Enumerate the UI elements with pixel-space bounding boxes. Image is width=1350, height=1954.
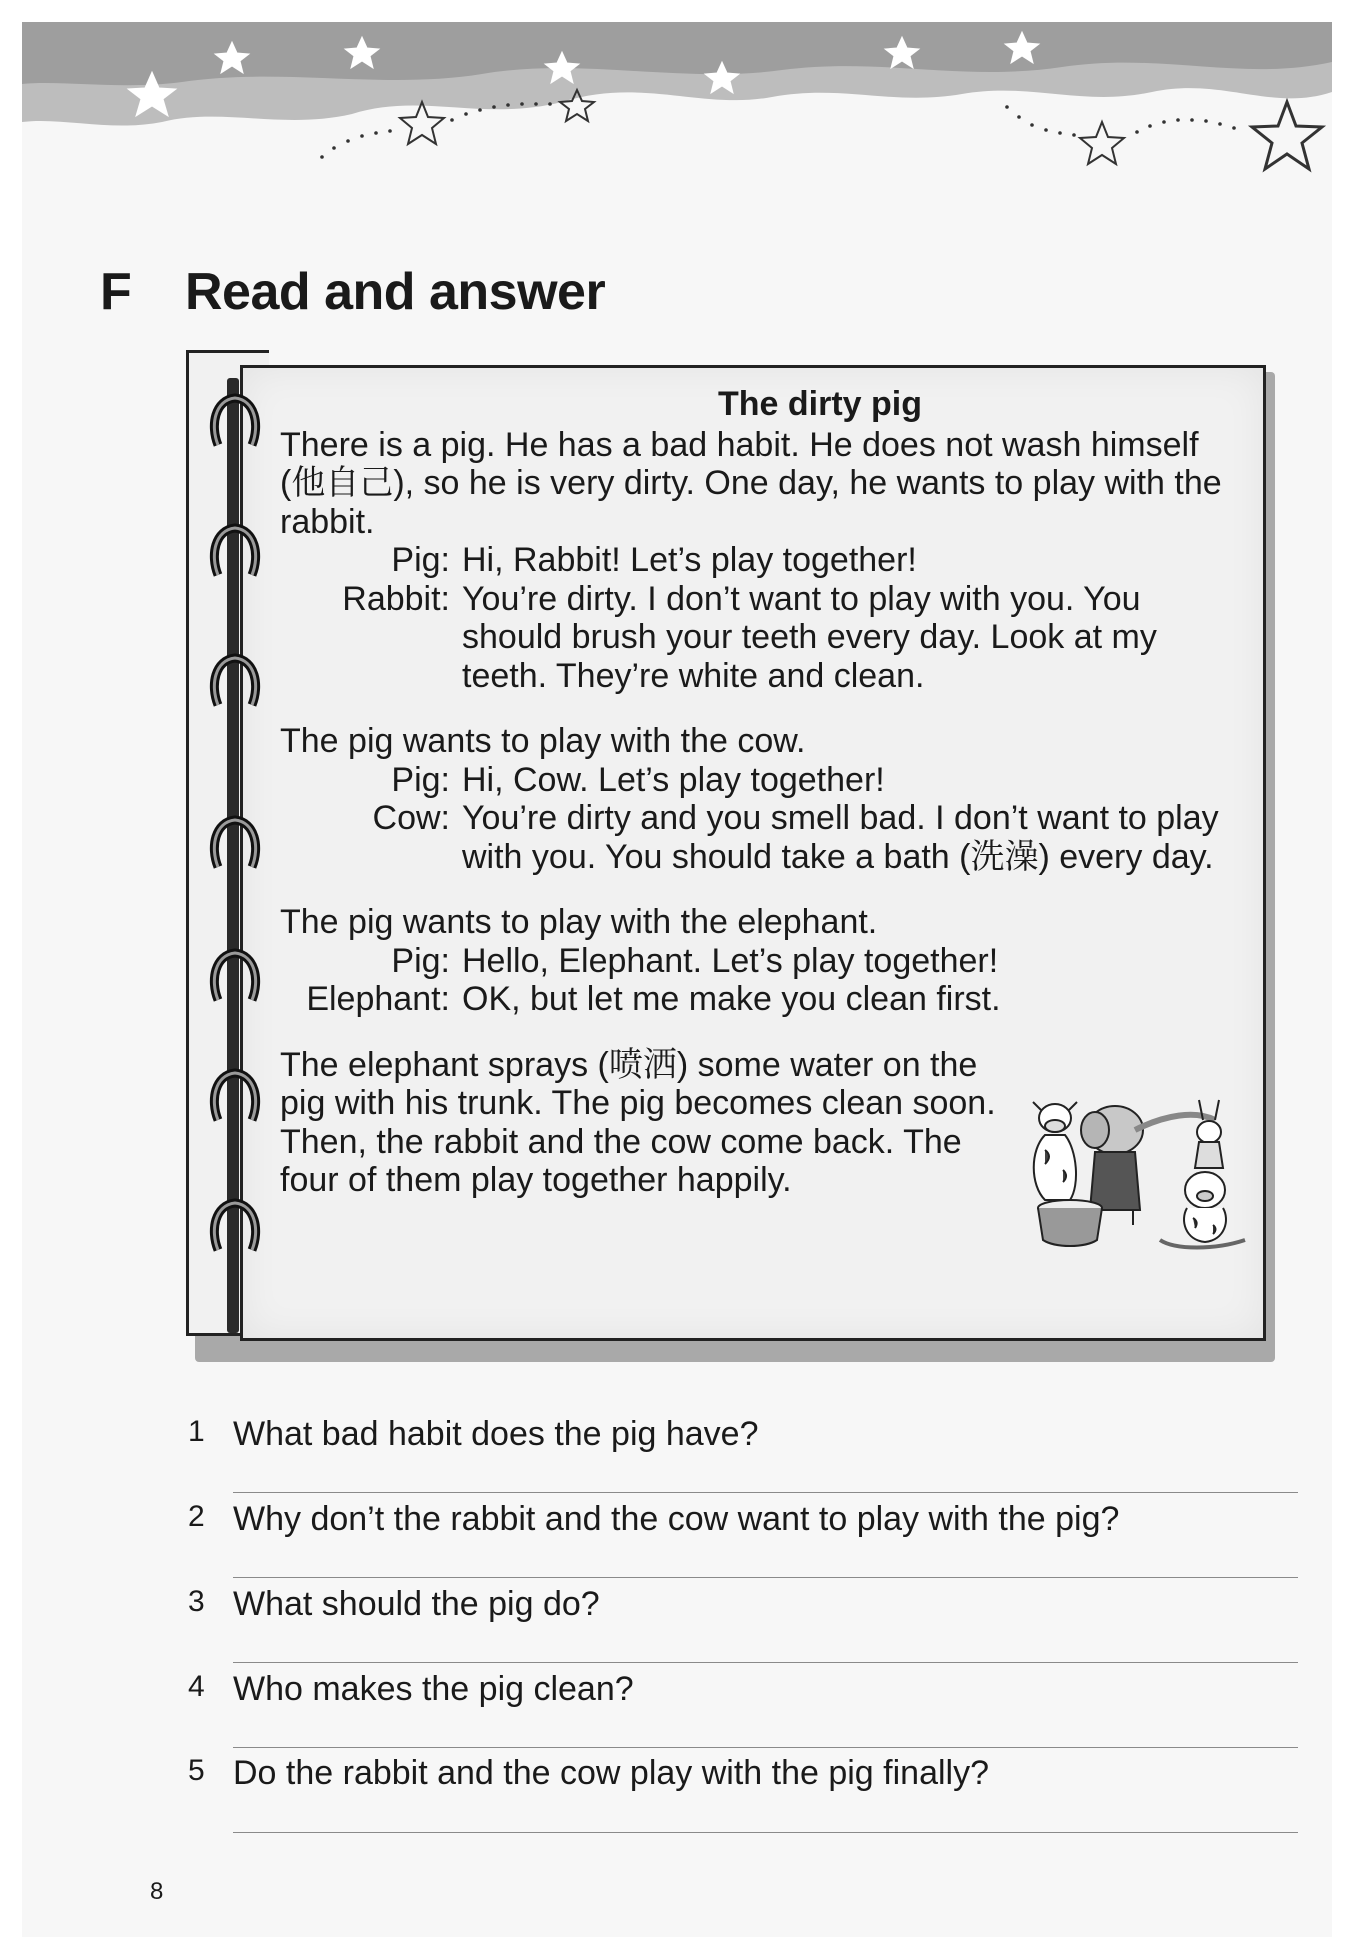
speaker-label: Pig:	[391, 941, 450, 980]
story-ending: The elephant sprays (喷洒) some water on the pig with his trunk. The pig becomes clean soon. Then, the rabbit and the cow come back. The four of them play together happily.	[280, 1045, 996, 1199]
question-number: 5	[188, 1754, 205, 1787]
story-intro: There is a pig. He has a bad habit. He does not wash himself (他自己), so he is very dirty. One day, he wants to play with the rabbit.	[280, 425, 1222, 541]
spiral-ring-icon	[200, 1195, 270, 1265]
star-banner	[22, 22, 1332, 222]
speech-text: OK, but let me make you clean first.	[462, 980, 1001, 1018]
spiral-ring-icon	[200, 650, 270, 720]
question-number: 4	[188, 1670, 205, 1703]
speaker-label: Pig:	[391, 760, 450, 799]
question-text: Do the rabbit and the cow play with the pig finally?	[233, 1754, 990, 1792]
speaker-label: Cow:	[372, 799, 450, 837]
star-outline-icon	[1252, 102, 1322, 169]
dialogue-line	[280, 980, 1240, 1019]
answer-line[interactable]	[233, 1492, 1298, 1493]
answer-line[interactable]	[233, 1832, 1298, 1833]
spiral-ring-icon	[200, 1065, 270, 1135]
dialogue-line	[280, 541, 1240, 580]
star-outline-icon	[1080, 122, 1124, 164]
animals-illustration	[1015, 1090, 1250, 1255]
question-number: 2	[188, 1500, 205, 1533]
spiral-ring-icon	[200, 945, 270, 1015]
speech-text: Hi, Cow. Let’s play together!	[462, 760, 885, 799]
spiral-ring-icon	[200, 812, 270, 882]
speaker-label: Pig:	[391, 541, 450, 579]
speech-text: Hello, Elephant. Let’s play together!	[462, 941, 999, 980]
speaker-label: Elephant:	[306, 980, 450, 1018]
rabbit-icon	[1195, 1100, 1223, 1168]
question-text: Why don’t the rabbit and the cow want to play with the pig?	[233, 1500, 1120, 1538]
spiral-ring-icon	[200, 390, 270, 460]
question-text: What should the pig do?	[233, 1585, 600, 1623]
question-number: 3	[188, 1585, 205, 1618]
dialogue-line	[280, 942, 1240, 981]
cow-icon	[1033, 1102, 1077, 1200]
question-number: 1	[188, 1415, 205, 1448]
section-letter: F	[100, 263, 132, 321]
story-text	[280, 385, 1240, 1200]
dialogue-line	[280, 580, 1240, 696]
question-text: What bad habit does the pig have?	[233, 1415, 759, 1453]
star-outline-icon	[400, 102, 444, 144]
story-paragraph: The pig wants to play with the cow.	[280, 722, 806, 760]
pig-icon	[1184, 1172, 1226, 1242]
question-text: Who makes the pig clean?	[233, 1670, 634, 1708]
speech-text: You’re dirty and you smell bad. I don’t want to play with you. You should take a bath (洗澡) every day.	[462, 799, 1219, 876]
page-number: 8	[150, 1878, 164, 1905]
story-title: The dirty pig	[718, 385, 922, 423]
speech-text: You’re dirty. I don’t want to play with you. You should brush your teeth every day. Look at my teeth. They’re white and clean.	[462, 579, 1157, 695]
dialogue-line	[280, 799, 1240, 876]
answer-line[interactable]	[233, 1747, 1298, 1748]
story-paragraph: The pig wants to play with the elephant.	[280, 903, 878, 941]
answer-line[interactable]	[233, 1577, 1298, 1578]
dialogue-line	[280, 761, 1240, 800]
speaker-label: Rabbit:	[342, 579, 450, 618]
section-title: Read and answer	[185, 263, 606, 321]
speech-text: Hi, Rabbit! Let’s play together!	[462, 541, 917, 579]
spiral-ring-icon	[200, 520, 270, 590]
tub-icon	[1038, 1200, 1102, 1246]
answer-line[interactable]	[233, 1662, 1298, 1663]
